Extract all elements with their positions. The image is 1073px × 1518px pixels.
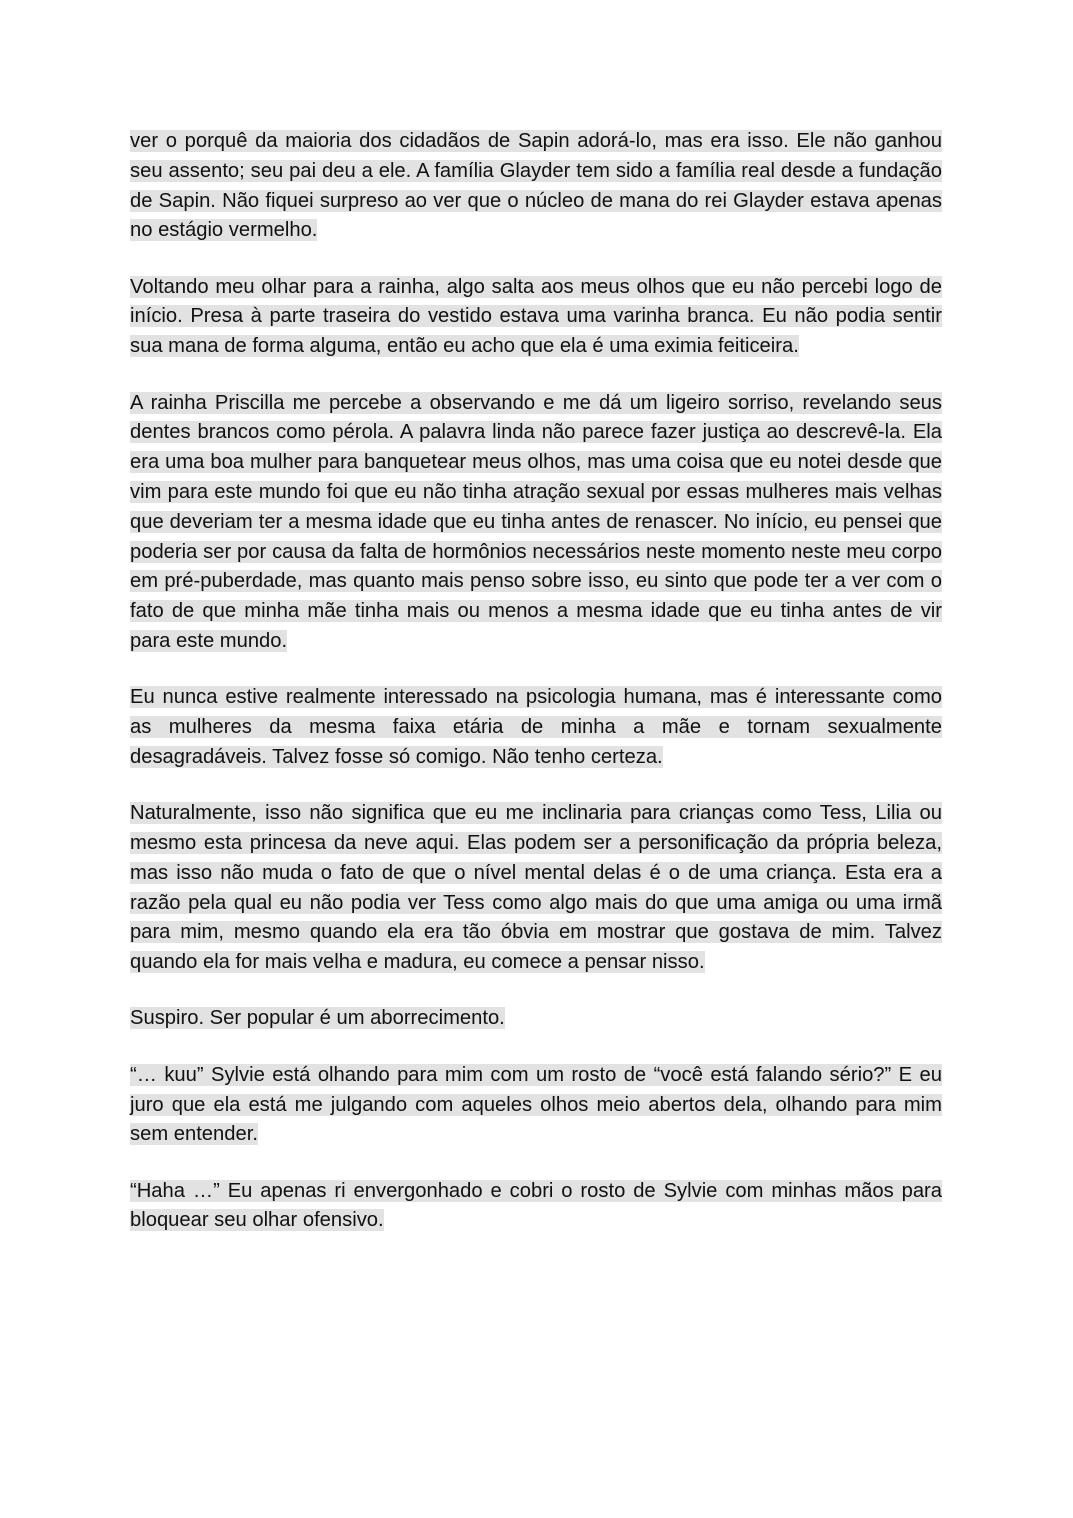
paragraph-text: Suspiro. Ser popular é um aborrecimento. (130, 1007, 505, 1030)
paragraph-text: “… kuu” Sylvie está olhando para mim com um rosto de “você está falando sério?” E eu juro que ela está me julgando com aqueles olhos meio abertos dela, olhando para mim sem entender. (130, 1063, 942, 1146)
paragraph-text: Eu nunca estive realmente interessado na psicologia humana, mas é interessante como as mulheres da mesma faixa etária de minha a mãe e tornam sexualmente desagradáveis. Talvez fosse só comigo. Não tenho certeza. (130, 686, 942, 768)
paragraph (130, 127, 942, 246)
paragraph (130, 799, 942, 978)
paragraph (130, 1004, 942, 1034)
paragraph (130, 389, 942, 657)
paragraph-text: A rainha Priscilla me percebe a observando e me dá um ligeiro sorriso, revelando seus dentes brancos como pérola. A palavra linda não parece fazer justiça ao descrevê-la. Ela era uma boa mulher para banquetear meus olhos, mas uma coisa que eu notei desde que vim para este mundo foi que eu não tinha atração sexual por essas mulheres mais velhas que deveriam ter a mesma idade que eu tinha antes de renascer. No início, eu pensei que poderia ser por causa da falta de hormônios necessários neste momento neste meu corpo em pré-puberdade, mas quanto mais penso sobre isso, eu sinto que pode ter a ver com o fato de que minha mãe tinha mais ou menos a mesma idade que eu tinha antes de vir para este mundo. (130, 391, 942, 652)
paragraph (130, 1177, 942, 1237)
paragraph (130, 1061, 942, 1150)
paragraph-text: Voltando meu olhar para a rainha, algo salta aos meus olhos que eu não percebi logo de início. Presa à parte traseira do vestido estava uma varinha branca. Eu não podia sentir sua mana de forma alguma, então eu acho que ela é uma eximia feiticeira. (130, 275, 942, 358)
document-body (130, 127, 942, 1263)
paragraph (130, 683, 942, 772)
paragraph (130, 273, 942, 362)
paragraph-text: “Haha …” Eu apenas ri envergonhado e cobri o rosto de Sylvie com minhas mãos para bloquear seu olhar ofensivo. (130, 1179, 942, 1232)
paragraph-text: Naturalmente, isso não significa que eu me inclinaria para crianças como Tess, Lilia ou mesmo esta princesa da neve aqui. Elas podem ser a personificação da própria beleza, mas isso não muda o fato de que o nível mental delas é o de uma criança. Esta era a razão pela qual eu não podia ver Tess como algo mais do que uma amiga ou uma irmã para mim, mesmo quando ela era tão óbvia em mostrar que gostava de mim. Talvez quando ela for mais velha e madura, eu comece a pensar nisso. (130, 802, 942, 974)
paragraph-text: ver o porquê da maioria dos cidadãos de Sapin adorá-lo, mas era isso. Ele não ganhou seu assento; seu pai deu a ele. A família Glayder tem sido a família real desde a fundação de Sapin. Não fiquei surpreso ao ver que o núcleo de mana do rei Glayder estava apenas no estágio vermelho. (130, 130, 942, 242)
